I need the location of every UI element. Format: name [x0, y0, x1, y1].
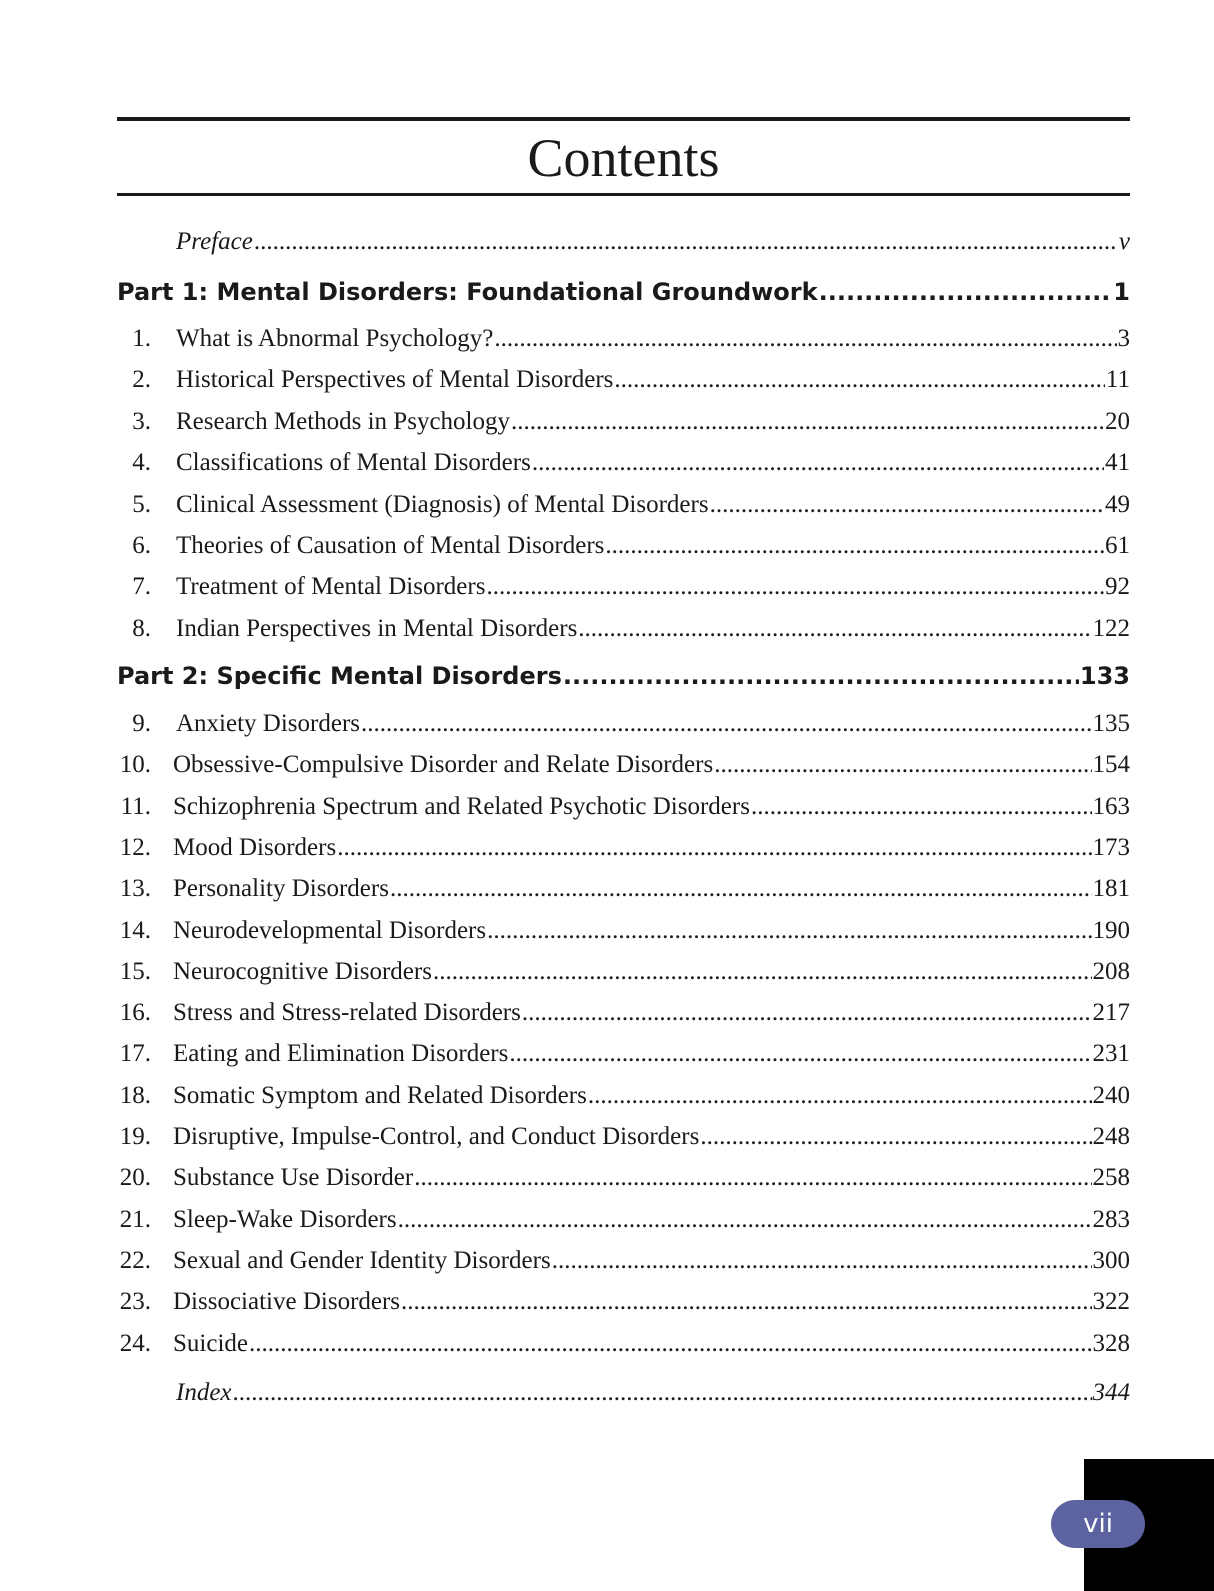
chapter-title: Schizophrenia Spectrum and Related Psychotic Disorders: [173, 792, 750, 820]
toc-chapter-entry[interactable]: [117, 1040, 1130, 1080]
chapter-page: 41: [1105, 449, 1130, 477]
chapter-title: Personality Disorders: [173, 875, 389, 903]
dot-leader: [563, 662, 1079, 690]
toc-chapter-entry[interactable]: [117, 793, 1130, 833]
chapter-title: What is Abnormal Psychology?: [176, 325, 494, 352]
toc-chapter-entry[interactable]: [117, 1330, 1130, 1370]
chapter-number: 10.: [119, 751, 151, 779]
chapter-page: 328: [1092, 1329, 1130, 1357]
title-top-rule: [117, 117, 1130, 121]
toc-chapter-entry[interactable]: [117, 325, 1130, 365]
chapter-page: 135: [1092, 710, 1130, 737]
chapter-page: 283: [1092, 1205, 1130, 1233]
dot-leader: [714, 751, 1091, 779]
chapter-page: 61: [1105, 532, 1130, 559]
chapter-title: Neurocognitive Disorders: [173, 957, 432, 985]
chapter-number: 16.: [119, 999, 151, 1027]
dot-leader: [578, 615, 1091, 643]
chapter-number: 4.: [132, 449, 151, 477]
dot-leader: [532, 449, 1104, 477]
chapter-number: 1.: [132, 325, 151, 352]
chapter-page: 248: [1092, 1123, 1130, 1150]
chapter-number: 22.: [119, 1246, 151, 1274]
chapter-page: 92: [1105, 573, 1130, 601]
dot-leader: [401, 1288, 1091, 1316]
dot-leader: [819, 278, 1113, 306]
chapter-page: 300: [1092, 1246, 1130, 1274]
chapter-page: 240: [1092, 1081, 1130, 1109]
chapter-page: 3: [1117, 325, 1130, 352]
chapter-title: Anxiety Disorders: [176, 710, 360, 737]
chapter-page: 122: [1092, 614, 1130, 642]
chapter-page: 181: [1092, 875, 1130, 903]
toc-chapter-entry[interactable]: [117, 408, 1130, 448]
chapter-title: Classifications of Mental Disorders: [176, 449, 531, 477]
dot-leader: [433, 958, 1092, 986]
dot-leader: [700, 1123, 1091, 1151]
toc-chapter-entry[interactable]: [117, 751, 1130, 791]
toc-entry-page: 344: [1092, 1379, 1130, 1406]
chapter-title: Stress and Stress-related Disorders: [173, 999, 521, 1027]
dot-leader: [511, 408, 1104, 436]
chapter-page: 322: [1092, 1288, 1130, 1316]
toc-chapter-entry[interactable]: [117, 1123, 1130, 1163]
toc-part-page: 1: [1113, 278, 1130, 306]
chapter-page: 258: [1092, 1164, 1130, 1192]
chapter-title: Research Methods in Psychology: [176, 407, 510, 435]
dot-leader: [249, 1330, 1092, 1358]
toc-chapter-entry[interactable]: [117, 366, 1130, 406]
toc-part-1[interactable]: [117, 278, 1130, 318]
toc-chapter-entry[interactable]: [117, 532, 1130, 572]
toc-chapter-entry[interactable]: [117, 615, 1130, 655]
page-number-badge: vii: [1051, 1500, 1145, 1548]
chapter-title: Theories of Causation of Mental Disorders: [176, 532, 605, 559]
chapter-title: Historical Perspectives of Mental Disorders: [176, 366, 614, 394]
chapter-page: 231: [1092, 1040, 1130, 1068]
toc-chapter-entry[interactable]: [117, 999, 1130, 1039]
dot-leader: [588, 1082, 1092, 1110]
chapter-page: 208: [1092, 957, 1130, 985]
chapter-page: 173: [1092, 833, 1130, 861]
toc-chapter-entry[interactable]: [117, 1288, 1130, 1328]
toc-chapter-entry[interactable]: [117, 573, 1130, 613]
toc-chapter-entry[interactable]: [117, 875, 1130, 915]
toc-part-label: Part 2: Specific Mental Disorders: [117, 662, 562, 690]
chapter-number: 7.: [132, 573, 151, 601]
dot-leader: [710, 491, 1104, 519]
dot-leader: [337, 834, 1091, 862]
dot-leader: [254, 228, 1118, 256]
toc-chapter-entry[interactable]: [117, 1082, 1130, 1122]
chapter-title: Suicide: [173, 1329, 248, 1357]
chapter-title: Clinical Assessment (Diagnosis) of Mental Disorders: [176, 490, 709, 518]
toc-chapter-entry[interactable]: [117, 917, 1130, 957]
chapter-number: 20.: [119, 1164, 151, 1192]
chapter-title: Dissociative Disorders: [173, 1288, 401, 1316]
chapter-number: 21.: [119, 1205, 151, 1233]
chapter-title: Somatic Symptom and Related Disorders: [173, 1081, 587, 1109]
dot-leader: [552, 1247, 1092, 1275]
toc-chapter-entry[interactable]: [117, 1206, 1130, 1246]
chapter-number: 13.: [119, 875, 151, 903]
dot-leader: [233, 1379, 1092, 1407]
chapter-number: 18.: [119, 1081, 151, 1109]
chapter-page: 20: [1105, 407, 1130, 435]
toc-entry-label: Preface: [176, 228, 253, 255]
chapter-number: 5.: [132, 490, 151, 518]
dot-leader: [509, 1040, 1091, 1068]
dot-leader: [398, 1206, 1092, 1234]
chapter-number: 6.: [132, 532, 151, 559]
chapter-title: Neurodevelopmental Disorders: [173, 916, 487, 944]
title-bottom-rule: [117, 193, 1130, 196]
toc-chapter-entry[interactable]: [117, 710, 1130, 750]
chapter-number: 8.: [132, 614, 151, 642]
chapter-number: 2.: [132, 366, 151, 394]
dot-leader: [487, 917, 1091, 945]
chapter-page: 154: [1092, 751, 1130, 779]
dot-leader: [390, 875, 1092, 903]
dot-leader: [614, 366, 1105, 394]
chapter-page: 217: [1092, 999, 1130, 1027]
chapter-number: 12.: [119, 833, 151, 861]
chapter-number: 19.: [119, 1123, 151, 1150]
toc-chapter-entry[interactable]: [117, 834, 1130, 874]
dot-leader: [361, 710, 1092, 738]
dot-leader: [414, 1164, 1091, 1192]
dot-leader: [494, 325, 1116, 353]
toc-part-label: Part 1: Mental Disorders: Foundational Groundwork: [117, 278, 818, 306]
toc-part-page: 133: [1079, 662, 1130, 690]
chapter-number: 3.: [132, 407, 151, 435]
toc-part-2[interactable]: [117, 662, 1130, 702]
chapter-title: Treatment of Mental Disorders: [176, 573, 486, 601]
toc-chapter-entry[interactable]: [117, 449, 1130, 489]
toc-entry-label: Index: [176, 1379, 232, 1406]
chapter-number: 15.: [119, 957, 151, 985]
chapter-page: 11: [1105, 366, 1130, 394]
chapter-title: Eating and Elimination Disorders: [173, 1040, 509, 1068]
chapter-title: Obsessive-Compulsive Disorder and Relate Disorders: [173, 751, 714, 779]
chapter-title: Mood Disorders: [173, 833, 337, 861]
chapter-number: 9.: [132, 710, 151, 737]
toc-chapter-entry[interactable]: [117, 1164, 1130, 1204]
chapter-title: Sexual and Gender Identity Disorders: [173, 1246, 551, 1274]
toc-chapter-entry[interactable]: [117, 491, 1130, 531]
toc-entry-index[interactable]: [117, 1379, 1130, 1419]
chapter-number: 14.: [119, 916, 151, 944]
chapter-number: 23.: [119, 1288, 151, 1316]
dot-leader: [605, 532, 1104, 560]
chapter-title: Disruptive, Impulse-Control, and Conduct Disorders: [173, 1123, 700, 1150]
toc-chapter-entry[interactable]: [117, 958, 1130, 998]
dot-leader: [486, 573, 1104, 601]
chapter-page: 190: [1092, 916, 1130, 944]
chapter-title: Indian Perspectives in Mental Disorders: [176, 614, 578, 642]
dot-leader: [522, 999, 1092, 1027]
chapter-number: 17.: [119, 1040, 151, 1068]
dot-leader: [751, 793, 1092, 821]
chapter-page: 49: [1105, 490, 1130, 518]
toc-entry-preface[interactable]: [117, 228, 1130, 268]
toc-entry-page: v: [1118, 228, 1130, 255]
chapter-number: 11.: [120, 792, 151, 820]
chapter-title: Substance Use Disorder: [173, 1164, 414, 1192]
chapter-page: 163: [1092, 792, 1130, 820]
chapter-number: 24.: [119, 1329, 151, 1357]
toc-chapter-entry[interactable]: [117, 1247, 1130, 1287]
page-title: Contents: [527, 128, 720, 188]
chapter-title: Sleep-Wake Disorders: [173, 1205, 397, 1233]
